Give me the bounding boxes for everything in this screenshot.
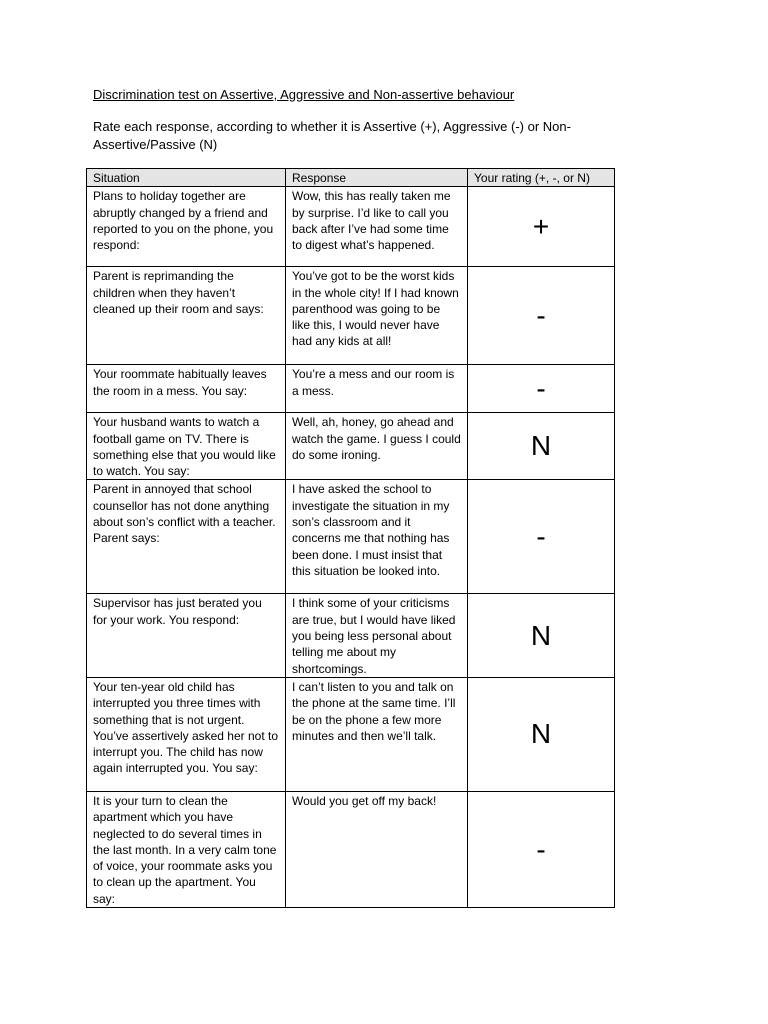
situation-cell: Parent in annoyed that school counsellor has not done anything about son’s conflict with a teacher. Parent says: — [87, 480, 286, 594]
column-header-situation: Situation — [87, 169, 286, 187]
response-cell: I can’t listen to you and talk on the phone at the same time. I’ll be on the phone a few more minutes and then we’ll talk. — [286, 677, 468, 791]
column-header-rating: Your rating (+, -, or N) — [468, 169, 615, 187]
rating-cell[interactable]: + — [468, 187, 615, 267]
response-cell: Well, ah, honey, go ahead and watch the game. I guess I could do some ironing. — [286, 413, 468, 480]
response-cell: I think some of your criticisms are true, but I would have liked you being less personal about telling me about my shortcomings. — [286, 594, 468, 677]
rating-cell[interactable]: N — [468, 677, 615, 791]
situation-cell: Your roommate habitually leaves the room in a mess. You say: — [87, 365, 286, 413]
situation-cell: Your husband wants to watch a football game on TV. There is something else that you would like to watch. You say: — [87, 413, 286, 480]
table-row — [87, 187, 615, 267]
response-cell: You’re a mess and our room is a mess. — [286, 365, 468, 413]
rating-table — [86, 168, 615, 908]
response-cell: Wow, this has really taken me by surprise. I’d like to call you back after I’ve had some time to digest what’s happened. — [286, 187, 468, 267]
situation-cell: Plans to holiday together are abruptly changed by a friend and reported to you on the phone, you respond: — [87, 187, 286, 267]
table-row — [87, 677, 615, 791]
table-row — [87, 480, 615, 594]
response-cell: You’ve got to be the worst kids in the whole city! If I had known parenthood was going to be like this, I would never have had any kids at all! — [286, 267, 468, 365]
response-cell: Would you get off my back! — [286, 791, 468, 907]
rating-cell[interactable]: - — [468, 365, 615, 413]
situation-cell: Supervisor has just berated you for your work. You respond: — [87, 594, 286, 677]
table-header-row — [87, 169, 615, 187]
table-row — [87, 594, 615, 677]
table-row — [87, 413, 615, 480]
rating-cell[interactable]: N — [468, 413, 615, 480]
rating-cell[interactable]: N — [468, 594, 615, 677]
rating-cell[interactable]: - — [468, 267, 615, 365]
column-header-response: Response — [286, 169, 468, 187]
table-row — [87, 791, 615, 907]
rating-cell[interactable]: - — [468, 791, 615, 907]
document-heading: Discrimination test on Assertive, Aggressive and Non-assertive behaviour — [93, 87, 515, 102]
situation-cell: Your ten-year old child has interrupted you three times with something that is not urgent. You’ve assertively asked her not to interrupt you. The child has now again interrupted you. You say: — [87, 677, 286, 791]
table-row — [87, 267, 615, 365]
situation-cell: It is your turn to clean the apartment which you have neglected to do several times in the last month. In a very calm tone of voice, your roommate asks you to clean up the apartment. You say: — [87, 791, 286, 907]
table-row — [87, 365, 615, 413]
response-cell: I have asked the school to investigate the situation in my son’s classroom and it concerns me that nothing has been done. I must insist that this situation be looked into. — [286, 480, 468, 594]
instructions-text: Rate each response, according to whether it is Assertive (+), Aggressive (-) or Non-Assertive/Passive (N) — [93, 119, 571, 152]
rating-cell[interactable]: - — [468, 480, 615, 594]
situation-cell: Parent is reprimanding the children when they haven’t cleaned up their room and says: — [87, 267, 286, 365]
